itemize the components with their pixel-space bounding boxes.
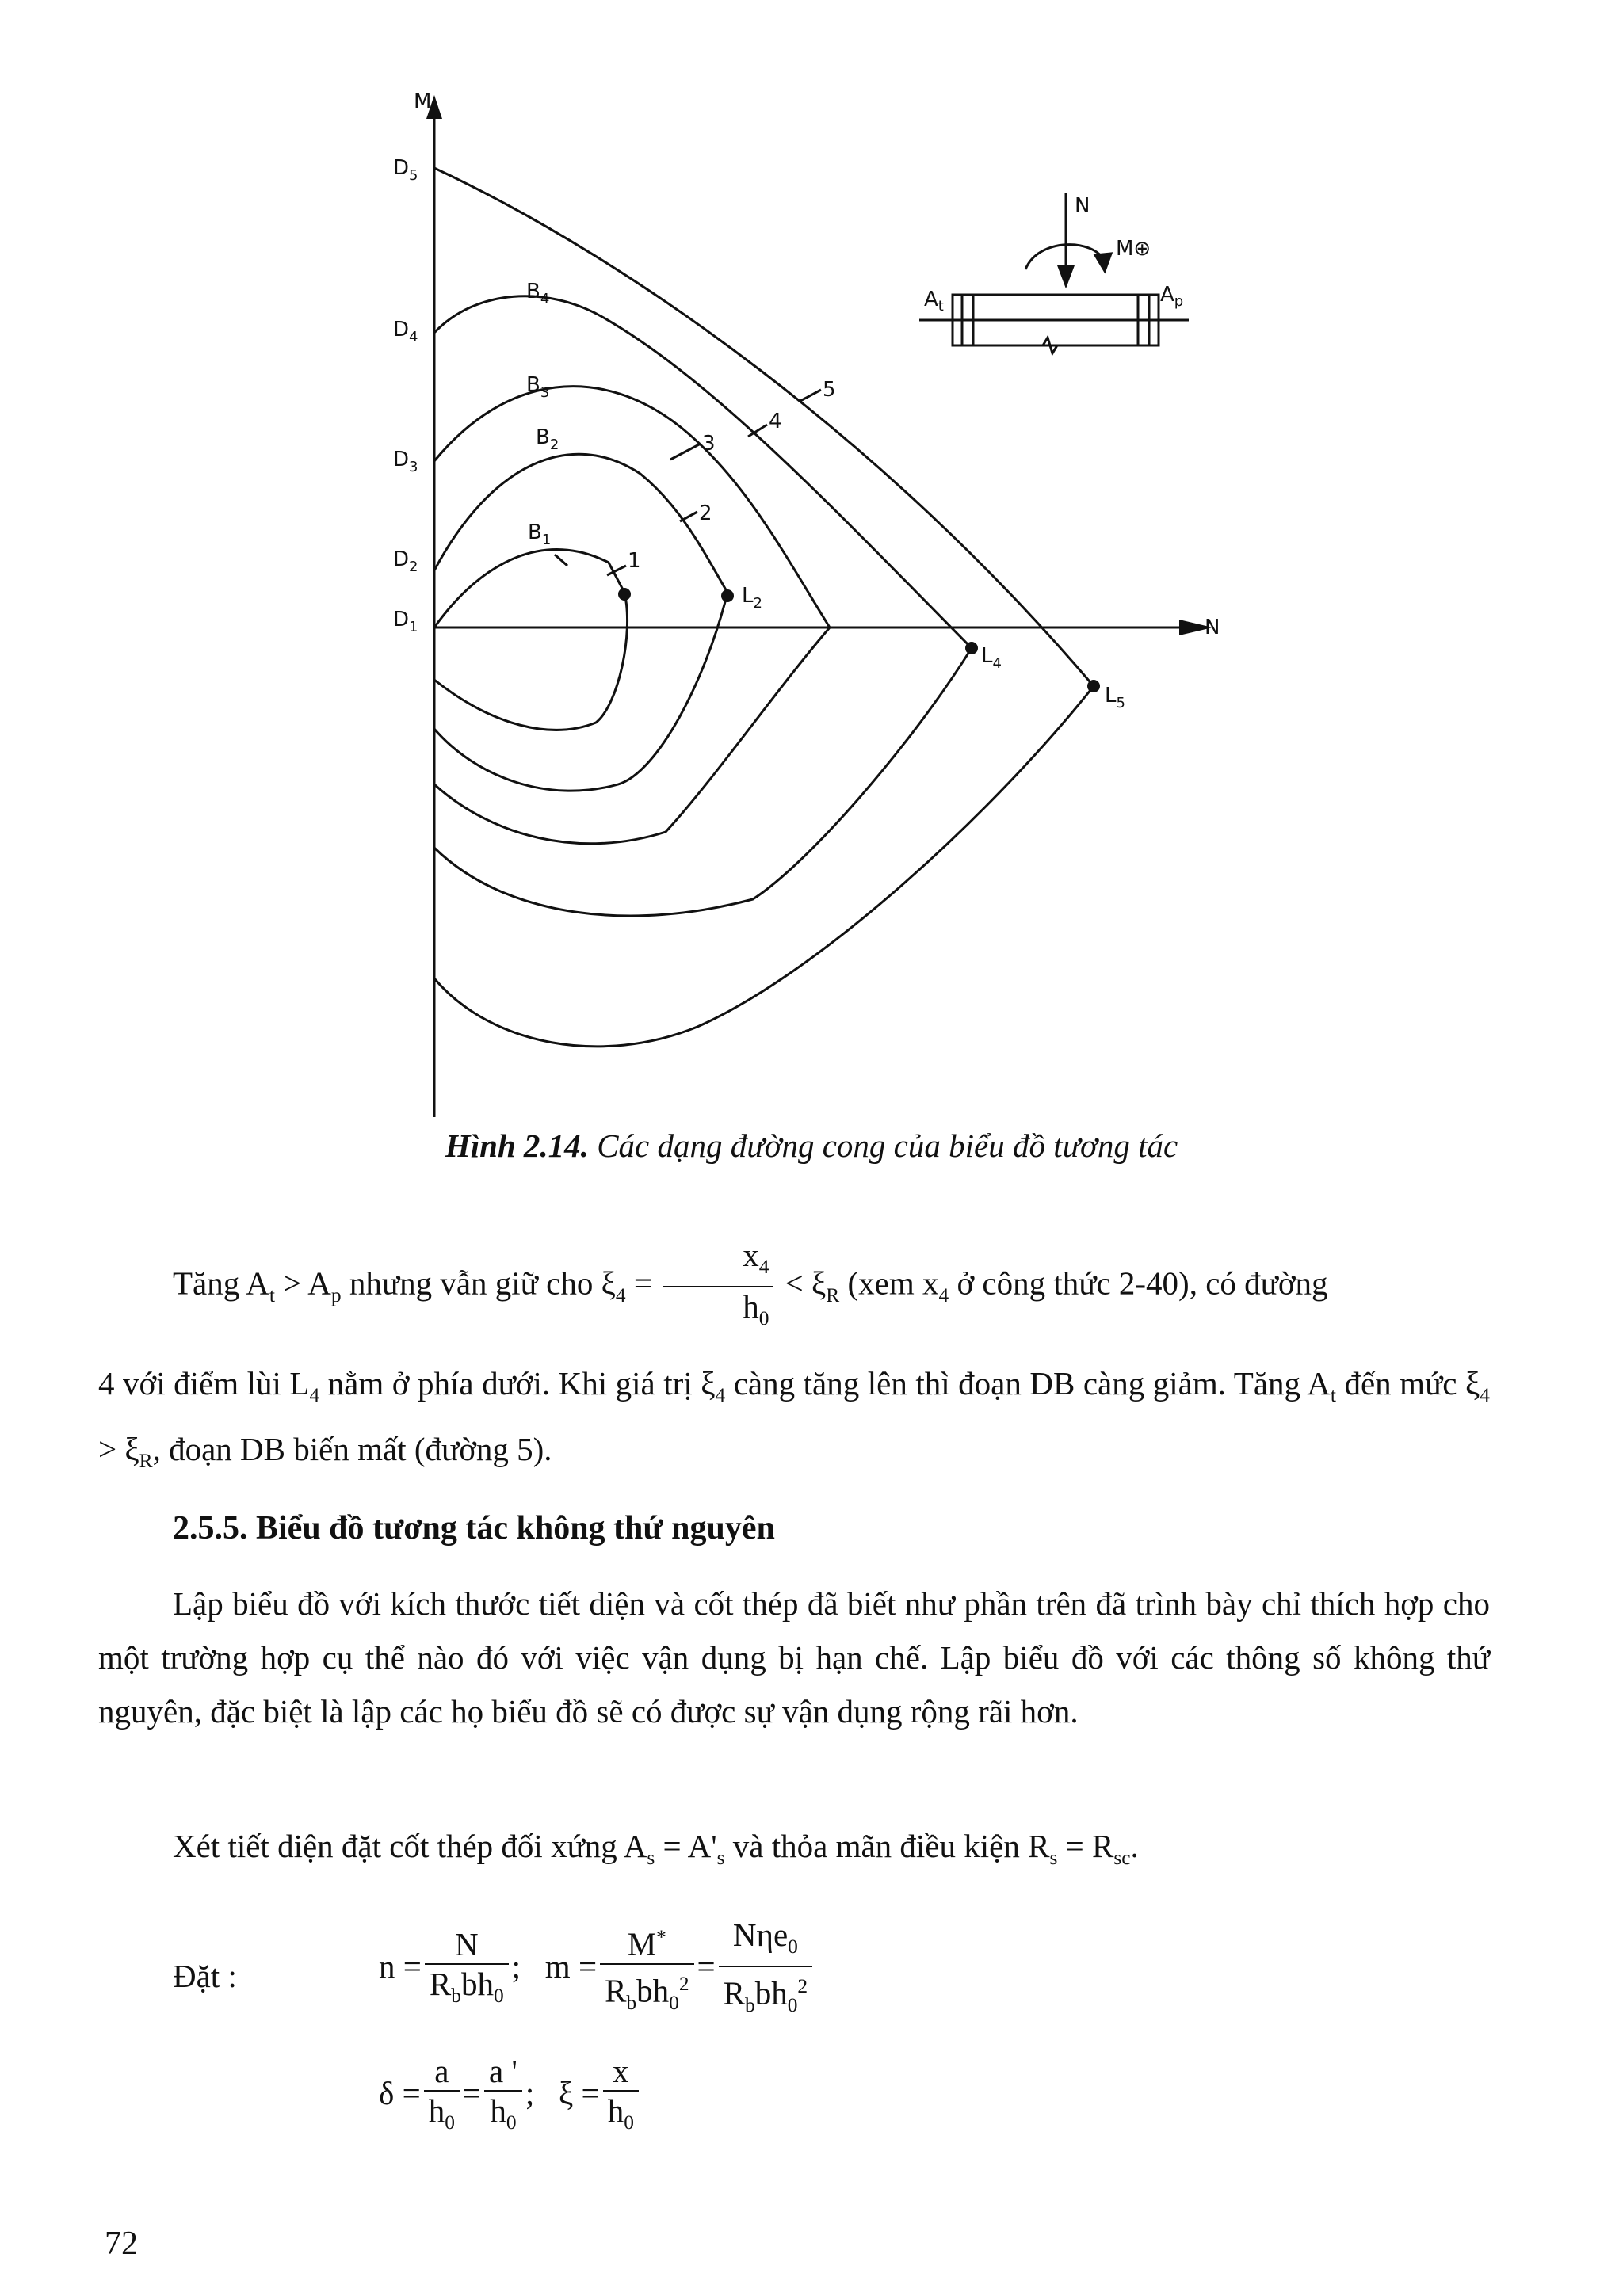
- point-l2: [721, 589, 734, 602]
- paragraph-2: 4 với điểm lùi $L_4$ nằm ở phía dưới. Khi giá trị $\xi_4$ càng tăng lên thì đoạn DB càng giảm. Tăng $A_t$ đến mức $\xi_4 > \xi_R$, đoạn DB biến mất (đường 5).: [98, 1365, 1490, 1473]
- paragraph-1: Tăng $A_t > A_p$ nhưng vẫn giữ cho $\xi_4$ = $\frac{x_4}{h_0}$ < $\xi_R$ (xem $x_4$ ở công thức 2-40), có đường: [98, 1236, 1490, 1337]
- figure-caption: Hình 2.14. Các dạng đường cong của biểu đồ tương tác: [445, 1127, 1178, 1164]
- m-axis-label: M: [414, 90, 432, 113]
- page-number: 72: [105, 2225, 138, 2262]
- n-axis-label: N: [1205, 616, 1220, 639]
- paragraph-3: Lập biểu đồ với kích thước tiết diện và cốt thép đã biết như phần trên đã trình bày chỉ thích hợp cho một trường hợp cụ thể nào đó với việc vận dụng bị hạn chế. Lập biểu đồ với các thông số không thứ nguyên, đặc biệt là lập các họ biểu đồ sẽ có được sự vận dụng rộng rãi hơn.: [98, 1585, 1490, 1730]
- curve-4: [434, 296, 972, 916]
- curve-number-2: 2: [699, 502, 712, 525]
- leader-2: [680, 512, 697, 521]
- curve-number-3: 3: [702, 432, 716, 456]
- curve-1: [434, 550, 628, 730]
- l-label-l4: $L_4$: [981, 644, 1002, 672]
- point-l4: [965, 642, 978, 654]
- dat-label: Đặt :: [173, 1958, 237, 1994]
- d-label-d4: $D_4$: [393, 318, 418, 345]
- interaction-diagram-figure: [0, 0, 1623, 1125]
- curve-number-4: 4: [769, 410, 782, 433]
- paragraph-4: Xét tiết diện đặt cốt thép đối xứng $A_s = A'_s$ và thỏa mãn điều kiện $R_s = R_{sc}$.: [173, 1828, 1139, 1870]
- b-label-b1: $B_1$: [528, 521, 552, 548]
- leader-5: [800, 390, 821, 401]
- d-label-d1: $D_1$: [393, 608, 418, 635]
- curve-number-5: 5: [823, 378, 836, 402]
- xi4-fraction: $\frac{x_4}{h_0}$: [663, 1236, 773, 1337]
- d-label-d3: $D_3$: [393, 448, 418, 475]
- inset-m-label: M⊕: [1116, 237, 1151, 261]
- b-label-b4: $B_4$: [526, 280, 550, 307]
- leader-3: [670, 444, 701, 460]
- curve-2: [434, 454, 727, 791]
- section-heading: 2.5.5. Biểu đồ tương tác không thứ nguyên: [173, 1510, 775, 1547]
- curve-3: [434, 387, 830, 844]
- curve-number-1: 1: [628, 549, 641, 573]
- point-1-end: [618, 588, 631, 601]
- leader-b1: [555, 555, 567, 566]
- equation-n-m: n = $\frac{N}{R_bbh_0}$ ; m = $\frac{M^*}{R_bbh_0^2}$ = $\frac{N\eta e_0}{R_bbh_0^2}$: [379, 1916, 815, 2024]
- equation-delta-xi: δ = $\frac{a}{h_0}$ = $\frac{a '}{h_0}$ ; ξ = $\frac{x}{h_0}$: [379, 2052, 642, 2142]
- l-label-l5: $L_5$: [1105, 684, 1125, 711]
- d-label-d2: $D_2$: [393, 547, 418, 575]
- l-label-l2: $L_2$: [742, 584, 762, 612]
- inset-n-label: N: [1075, 194, 1090, 218]
- inset-ap-label: $A_p$: [1160, 283, 1184, 310]
- inset-at-label: $A_t$: [924, 288, 944, 315]
- point-l5: [1087, 680, 1100, 692]
- d-label-d5: $D_5$: [393, 156, 418, 184]
- cross-section-inset: [919, 193, 1189, 353]
- b-label-b2: $B_2$: [536, 425, 559, 453]
- b-label-b3: $B_3$: [526, 373, 550, 401]
